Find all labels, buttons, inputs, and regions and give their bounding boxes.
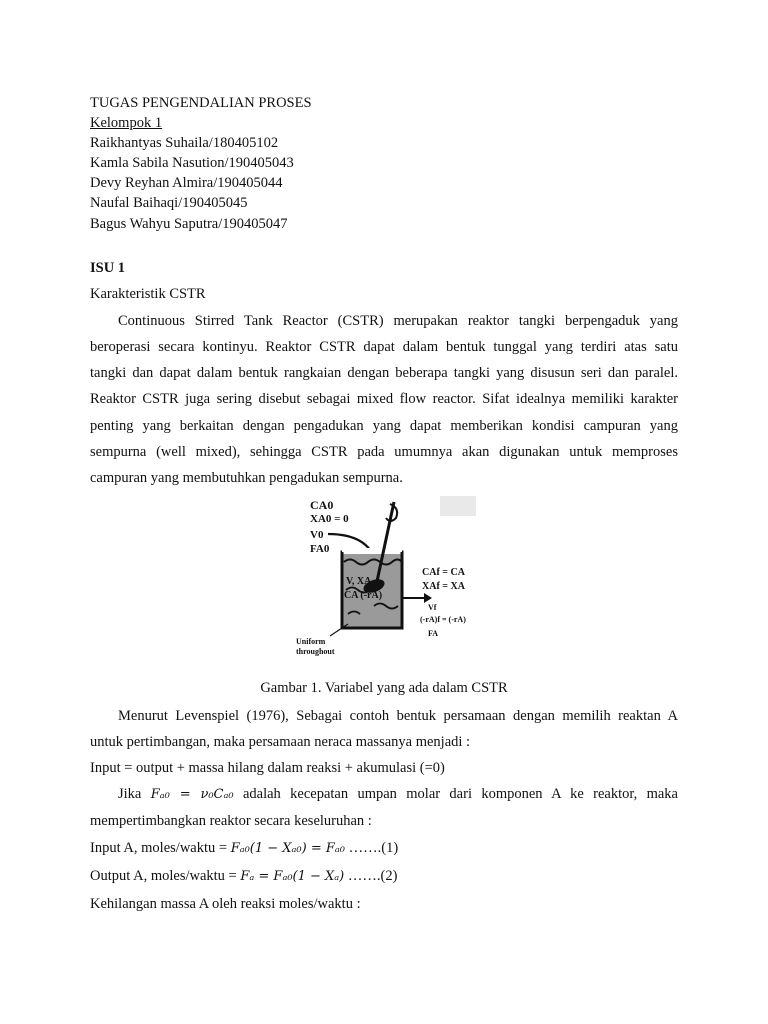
- tank-label: V, XA: [346, 576, 372, 587]
- outlet-label: XAf = XA: [422, 581, 465, 592]
- inlet-label: FA0: [310, 543, 330, 555]
- member-2: Kamla Sabila Nasution/190405043: [90, 155, 294, 171]
- paragraph-line: Continuous Stirred Tank Reactor (CSTR) merupakan reaktor tangki berpengaduk yang: [118, 313, 678, 329]
- equation-2: [90, 866, 397, 887]
- equation-expression: Fₐ = Fₐ₀(1 − Xₐ): [240, 869, 345, 884]
- member-4: Naufal Baihaqi/190405045: [90, 195, 248, 211]
- document-title: TUGAS PENGENDALIAN PROSES: [90, 95, 312, 111]
- inlet-label: XA0 = 0: [310, 513, 349, 525]
- group-label: Kelompok 1: [90, 115, 163, 131]
- equation-label: Input A, moles/waktu =: [90, 840, 231, 856]
- paragraph-line: untuk pertimbangan, maka persamaan neraca massanya menjadi :: [90, 734, 471, 750]
- feed-rate-expression: Fₐ₀ = ν₀Cₐ₀: [150, 787, 234, 802]
- jika-line: [90, 784, 678, 805]
- member-3: Devy Reyhan Almira/190405044: [90, 175, 283, 191]
- section-subheading: Karakteristik CSTR: [90, 286, 206, 302]
- equation-number: …….(2): [344, 868, 398, 884]
- outlet-label: CAf = CA: [422, 567, 465, 578]
- section-heading: ISU 1: [90, 260, 126, 276]
- figure-caption: Gambar 1. Variabel yang ada dalam CSTR: [260, 680, 508, 696]
- tank-label: CA (-rA): [344, 590, 383, 601]
- equation-expression: Fₐ₀(1 − Xₐ₀) = Fₐ₀: [230, 841, 345, 856]
- paragraph-line: penting yang berkaitan dengan pengadukan yang dapat memberikan kondisi campuran yang: [90, 418, 678, 434]
- note-label: Uniform: [296, 637, 326, 646]
- inlet-label: CA0: [310, 498, 334, 512]
- inlet-label: V0: [310, 529, 324, 541]
- input-output-line: Input = output + massa hilang dalam reaksi + akumulasi (=0): [90, 760, 445, 776]
- equation-1: [90, 838, 398, 859]
- paragraph-line: sempurna (well mixed), sehingga CSTR pada umumnya akan digunakan untuk memproses: [90, 444, 678, 460]
- jika-rest: adalah kecepatan umpan molar dari komponen A ke reaktor, maka: [242, 786, 678, 802]
- outlet-label: (-rA)f = (-rA): [420, 615, 466, 624]
- member-1: Raikhantyas Suhaila/180405102: [90, 135, 279, 151]
- cstr-diagram: [290, 494, 480, 666]
- outlet-label: Vf: [428, 603, 437, 612]
- paragraph-line: campuran yang membutuhkan pengadukan sempurna.: [90, 470, 403, 486]
- equation-number: …….(1): [345, 840, 399, 856]
- paragraph-line: Reaktor CSTR juga sering disebut sebagai mixed flow reactor. Sifat idealnya memiliki karakter: [90, 391, 678, 407]
- jika-lead: Jika: [118, 786, 142, 802]
- paragraph-line: beroperasi secara kontinyu. Reaktor CSTR dapat dalam bentuk tunggal yang terdiri atas satu: [90, 339, 678, 355]
- equation-label: Output A, moles/waktu =: [90, 868, 241, 884]
- paragraph-line: Menurut Levenspiel (1976), Sebagai contoh bentuk persamaan dengan memilih reaktan A: [118, 708, 678, 724]
- note-label: throughout: [296, 647, 335, 656]
- outlet-label: FA: [428, 629, 439, 638]
- consider-line: mempertimbangkan reaktor secara keseluruhan :: [90, 813, 372, 829]
- member-5: Bagus Wahyu Saputra/190405047: [90, 216, 288, 232]
- loss-line: Kehilangan massa A oleh reaksi moles/waktu :: [90, 896, 361, 912]
- paragraph-line: tangki dan dapat dalam bentuk rangkaian dengan beberapa tangki yang disusun seri dan paralel.: [90, 365, 678, 381]
